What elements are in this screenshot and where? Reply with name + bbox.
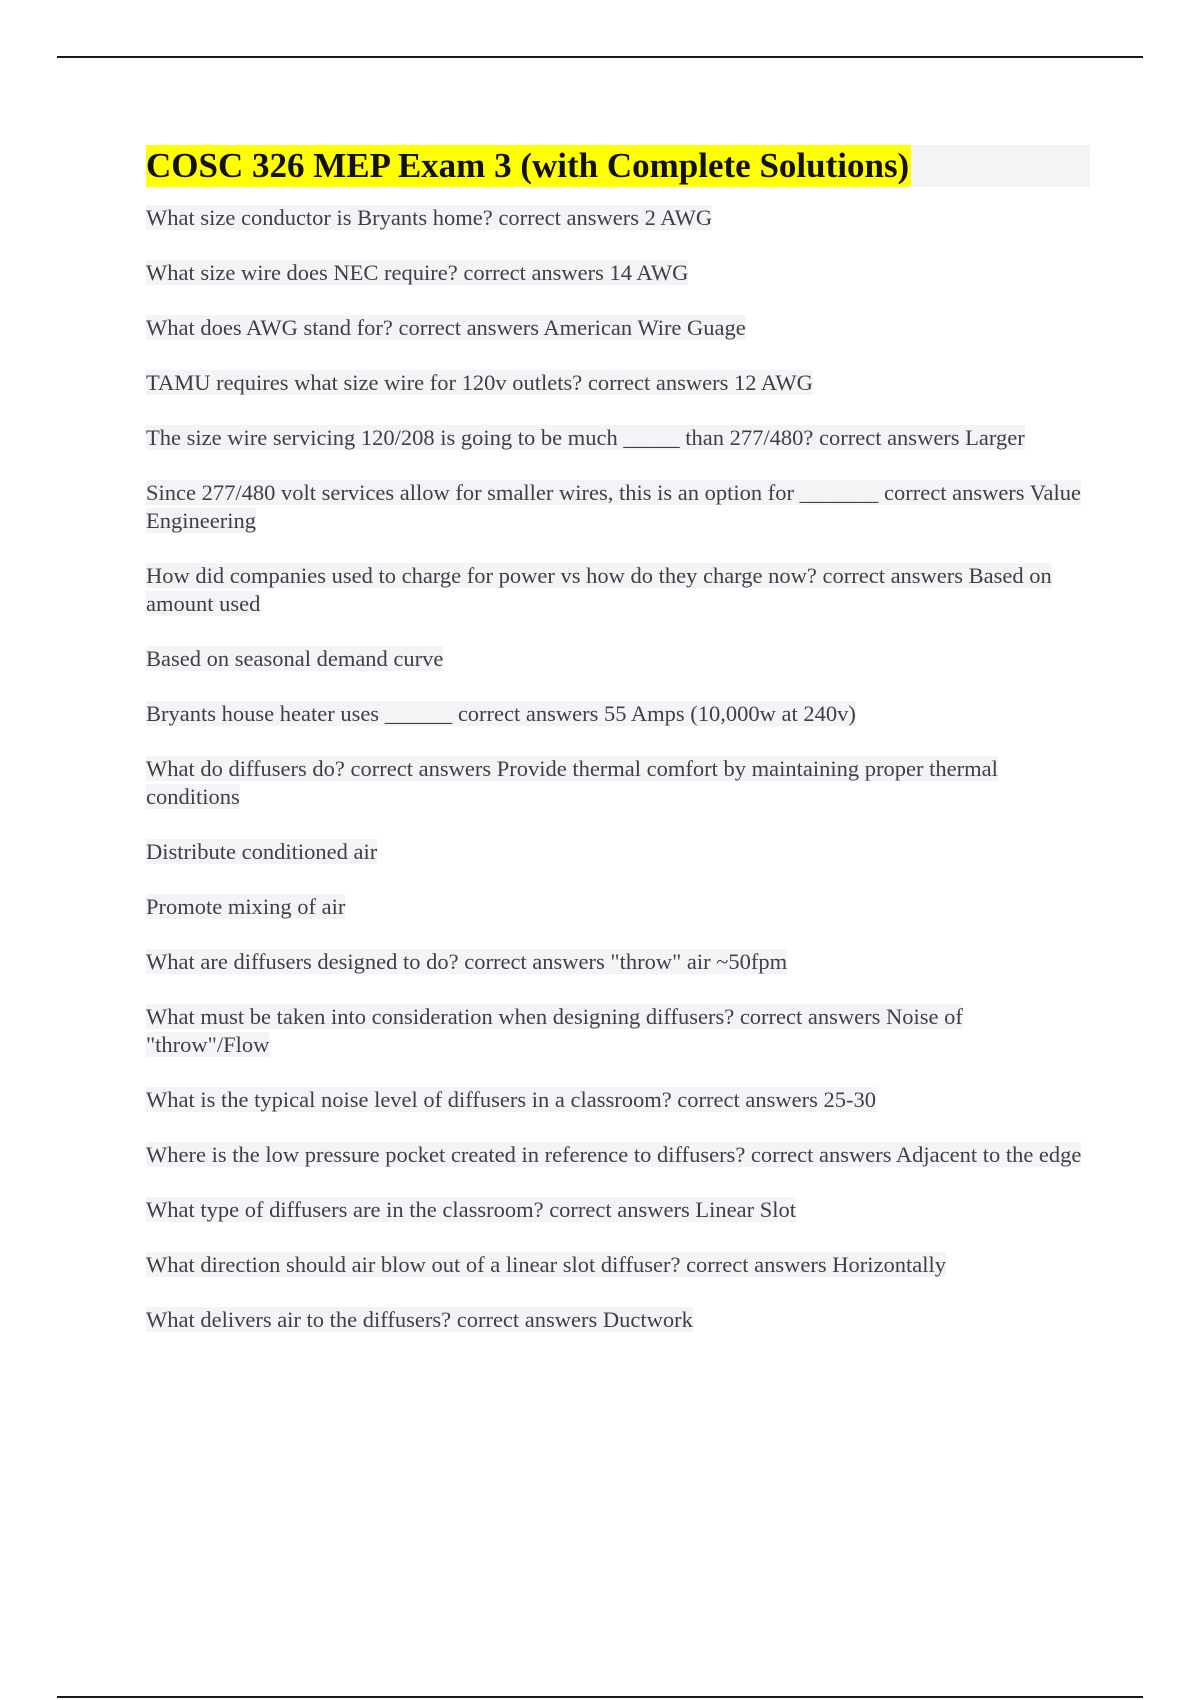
qa-item: What size wire does NEC require? correct answers 14 AWG — [146, 260, 689, 285]
qa-item: What delivers air to the diffusers? correct answers Ductwork — [146, 1307, 693, 1332]
qa-item: Based on seasonal demand curve — [146, 646, 444, 671]
document-title: COSC 326 MEP Exam 3 (with Complete Solutions) — [146, 146, 910, 185]
document-body — [146, 145, 1090, 1361]
qa-item: Where is the low pressure pocket created in reference to diffusers? correct answers Adjacent to the edge — [146, 1142, 1082, 1167]
qa-item: What size conductor is Bryants home? correct answers 2 AWG — [146, 205, 713, 230]
qa-item: What do diffusers do? correct answers Provide thermal comfort by maintaining proper thermal conditions — [146, 756, 998, 809]
qa-item: Promote mixing of air — [146, 894, 346, 919]
qa-item: What does AWG stand for? correct answers American Wire Guage — [146, 315, 746, 340]
qa-item: What type of diffusers are in the classroom? correct answers Linear Slot — [146, 1197, 796, 1222]
qa-item: Since 277/480 volt services allow for smaller wires, this is an option for _______ correct answers Value Engineering — [146, 480, 1082, 533]
qa-item: What must be taken into consideration when designing diffusers? correct answers Noise of "throw"/Flow — [146, 1004, 963, 1057]
page-bottom-rule — [57, 1696, 1143, 1698]
qa-item: The size wire servicing 120/208 is going to be much _____ than 277/480? correct answers Larger — [146, 425, 1025, 450]
qa-list — [146, 204, 1090, 1334]
title-band — [146, 145, 1090, 187]
qa-item: How did companies used to charge for power vs how do they charge now? correct answers Based on amount used — [146, 563, 1052, 616]
qa-item: What are diffusers designed to do? correct answers "throw" air ~50fpm — [146, 949, 788, 974]
qa-item: Distribute conditioned air — [146, 839, 378, 864]
qa-item: Bryants house heater uses ______ correct answers 55 Amps (10,000w at 240v) — [146, 701, 856, 726]
qa-item: TAMU requires what size wire for 120v outlets? correct answers 12 AWG — [146, 370, 813, 395]
page-top-rule — [57, 56, 1143, 58]
qa-item: What direction should air blow out of a linear slot diffuser? correct answers Horizontally — [146, 1252, 946, 1277]
qa-item: What is the typical noise level of diffusers in a classroom? correct answers 25-30 — [146, 1087, 876, 1112]
